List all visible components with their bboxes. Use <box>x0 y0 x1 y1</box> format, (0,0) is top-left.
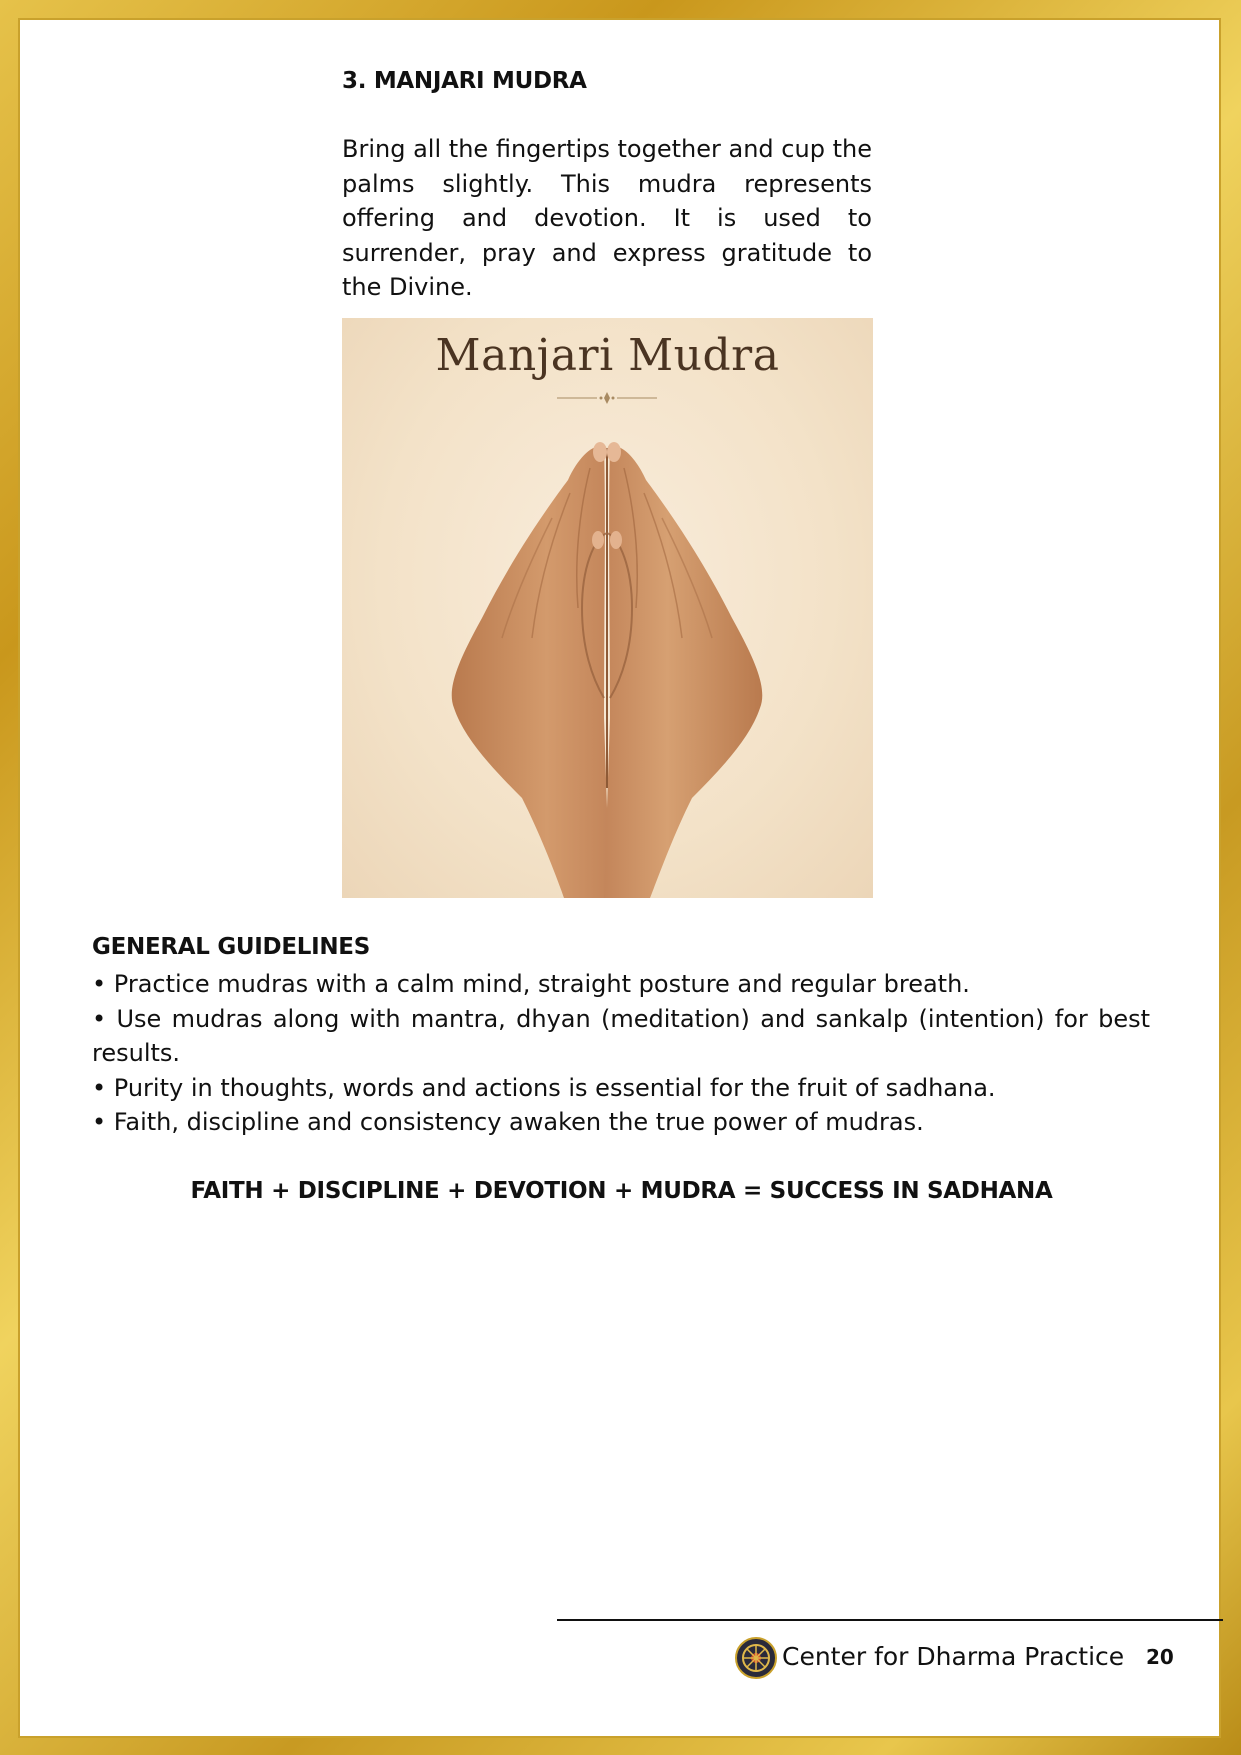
dharma-wheel-logo-icon <box>735 1637 777 1679</box>
mudra-description: Bring all the fingertips together and cup the palms slightly. This mudra represents offering and devotion. It is used to surrender, pray and express gratitude to the Divine. <box>342 135 872 301</box>
document-page <box>18 18 1221 1738</box>
guidelines-title: GENERAL GUIDELINES <box>92 934 370 960</box>
ornament-divider-icon <box>557 392 657 404</box>
praying-hands-icon <box>342 318 873 898</box>
guidelines-list <box>92 967 1150 1140</box>
success-formula: FAITH + DISCIPLINE + DEVOTION + MUDRA = SUCCESS IN SADHANA <box>190 1178 1053 1204</box>
mudra-illustration <box>342 318 873 898</box>
list-item: • Purity in thoughts, words and actions is essential for the fruit of sadhana. <box>92 1073 996 1102</box>
footer-organization: Center for Dharma Practice <box>782 1642 1125 1671</box>
page-number: 20 <box>1146 1645 1174 1669</box>
section-title: 3. MANJARI MUDRA <box>342 68 587 94</box>
list-item: • Use mudras along with mantra, dhyan (meditation) and sankalp (intention) for best results. <box>92 1004 1150 1067</box>
footer-divider <box>557 1619 1223 1621</box>
list-item: • Faith, discipline and consistency awaken the true power of mudras. <box>92 1108 924 1136</box>
list-item: • Practice mudras with a calm mind, straight posture and regular breath. <box>92 970 970 998</box>
figure-title: Manjari Mudra <box>435 330 780 381</box>
